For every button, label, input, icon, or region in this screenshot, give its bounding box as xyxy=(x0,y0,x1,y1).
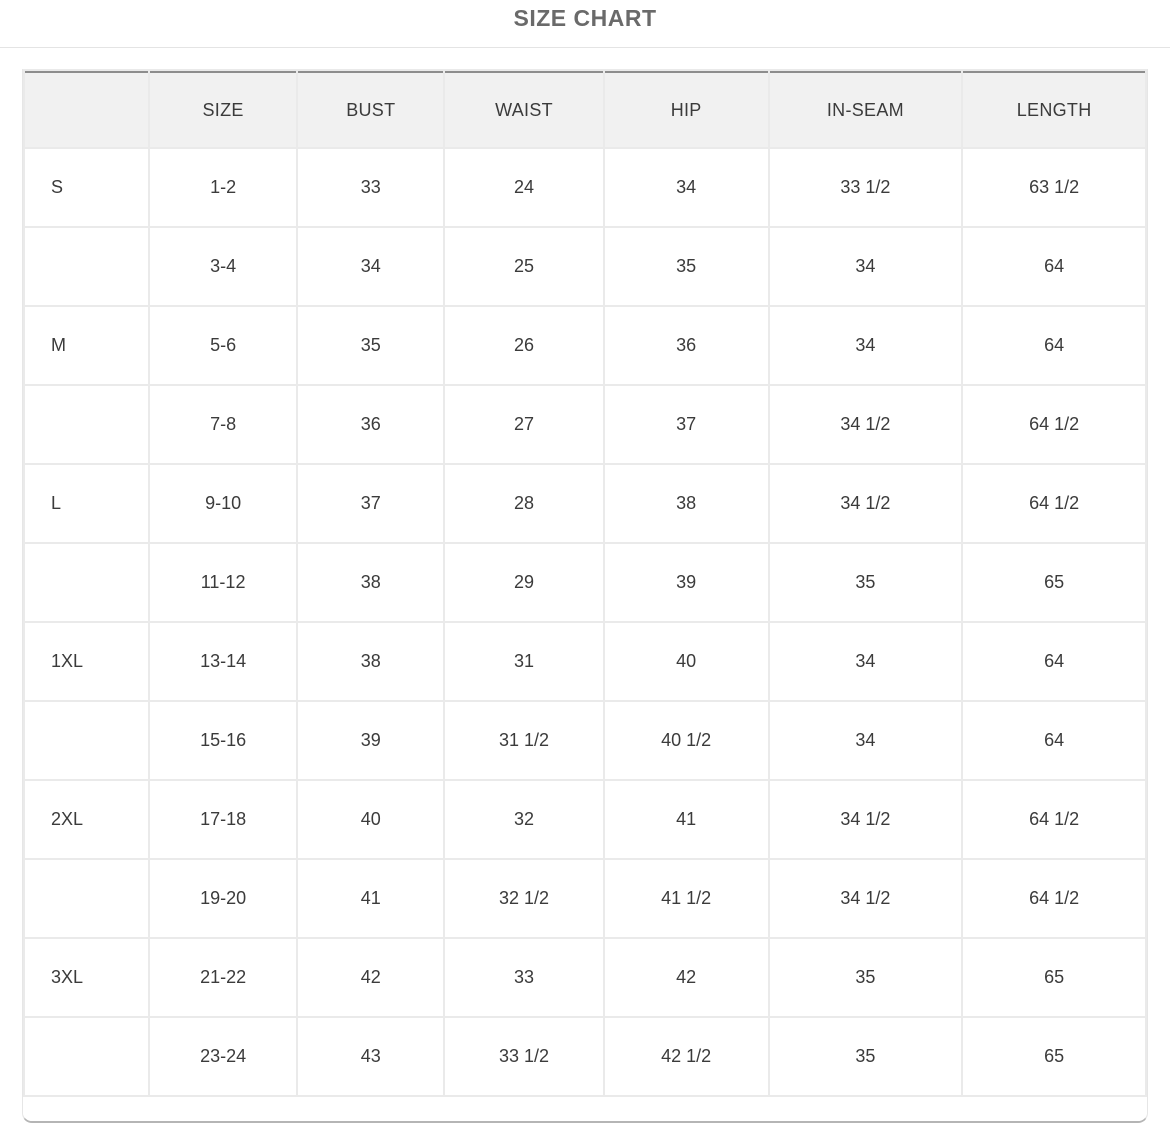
data-cell: 34 xyxy=(770,623,962,700)
data-cell: 64 xyxy=(963,228,1145,305)
data-cell: 64 xyxy=(963,623,1145,700)
row-label-cell xyxy=(25,386,148,463)
page-title: SIZE CHART xyxy=(513,5,657,31)
row-label-cell xyxy=(25,228,148,305)
data-cell: 64 1/2 xyxy=(963,465,1145,542)
data-cell: 15-16 xyxy=(150,702,296,779)
data-cell: 28 xyxy=(445,465,602,542)
table-row xyxy=(25,702,1145,779)
data-cell: 34 xyxy=(770,307,962,384)
data-cell: 35 xyxy=(770,544,962,621)
column-header-waist: WAIST xyxy=(445,71,602,147)
table-row xyxy=(25,860,1145,937)
header-row xyxy=(25,71,1145,147)
data-cell: 29 xyxy=(445,544,602,621)
row-label-cell xyxy=(25,1018,148,1095)
table-row xyxy=(25,939,1145,1016)
data-cell: 33 xyxy=(445,939,602,1016)
data-cell: 21-22 xyxy=(150,939,296,1016)
data-cell: 31 xyxy=(445,623,602,700)
table-row xyxy=(25,1018,1145,1095)
data-cell: 65 xyxy=(963,1018,1145,1095)
data-cell: 33 xyxy=(298,149,443,226)
title-bar xyxy=(0,0,1170,48)
row-label-cell xyxy=(25,544,148,621)
data-cell: 64 xyxy=(963,702,1145,779)
data-cell: 38 xyxy=(298,623,443,700)
data-cell: 34 1/2 xyxy=(770,860,962,937)
row-label-cell xyxy=(25,702,148,779)
data-cell: 34 1/2 xyxy=(770,781,962,858)
size-chart-table-container xyxy=(22,69,1148,1123)
data-cell: 39 xyxy=(605,544,768,621)
data-cell: 64 xyxy=(963,307,1145,384)
data-cell: 13-14 xyxy=(150,623,296,700)
data-cell: 36 xyxy=(298,386,443,463)
data-cell: 39 xyxy=(298,702,443,779)
data-cell: 42 1/2 xyxy=(605,1018,768,1095)
row-label-cell: 3XL xyxy=(25,939,148,1016)
column-header-inseam: IN-SEAM xyxy=(770,71,962,147)
data-cell: 7-8 xyxy=(150,386,296,463)
data-cell: 24 xyxy=(445,149,602,226)
data-cell: 9-10 xyxy=(150,465,296,542)
data-cell: 40 xyxy=(298,781,443,858)
data-cell: 40 1/2 xyxy=(605,702,768,779)
data-cell: 65 xyxy=(963,939,1145,1016)
data-cell: 17-18 xyxy=(150,781,296,858)
data-cell: 64 1/2 xyxy=(963,386,1145,463)
data-cell: 64 1/2 xyxy=(963,860,1145,937)
data-cell: 42 xyxy=(298,939,443,1016)
data-cell: 19-20 xyxy=(150,860,296,937)
row-label-cell: 1XL xyxy=(25,623,148,700)
data-cell: 35 xyxy=(605,228,768,305)
table-row xyxy=(25,544,1145,621)
row-label-cell xyxy=(25,860,148,937)
data-cell: 27 xyxy=(445,386,602,463)
data-cell: 35 xyxy=(770,1018,962,1095)
data-cell: 38 xyxy=(298,544,443,621)
column-header-hip: HIP xyxy=(605,71,768,147)
data-cell: 64 1/2 xyxy=(963,781,1145,858)
data-cell: 35 xyxy=(770,939,962,1016)
data-cell: 34 1/2 xyxy=(770,386,962,463)
data-cell: 41 xyxy=(298,860,443,937)
data-cell: 34 1/2 xyxy=(770,465,962,542)
data-cell: 34 xyxy=(770,702,962,779)
table-row xyxy=(25,465,1145,542)
row-label-cell: L xyxy=(25,465,148,542)
data-cell: 3-4 xyxy=(150,228,296,305)
column-header-bust: BUST xyxy=(298,71,443,147)
data-cell: 33 1/2 xyxy=(770,149,962,226)
data-cell: 35 xyxy=(298,307,443,384)
column-header-length: LENGTH xyxy=(963,71,1145,147)
data-cell: 11-12 xyxy=(150,544,296,621)
data-cell: 25 xyxy=(445,228,602,305)
table-row xyxy=(25,307,1145,384)
table-row xyxy=(25,149,1145,226)
data-cell: 41 xyxy=(605,781,768,858)
data-cell: 42 xyxy=(605,939,768,1016)
data-cell: 36 xyxy=(605,307,768,384)
data-cell: 37 xyxy=(298,465,443,542)
data-cell: 63 1/2 xyxy=(963,149,1145,226)
table-row xyxy=(25,386,1145,463)
row-label-cell: 2XL xyxy=(25,781,148,858)
table-row xyxy=(25,228,1145,305)
table-row xyxy=(25,781,1145,858)
column-header-blank xyxy=(25,71,148,147)
data-cell: 34 xyxy=(605,149,768,226)
data-cell: 32 xyxy=(445,781,602,858)
size-chart-table xyxy=(23,69,1147,1097)
data-cell: 32 1/2 xyxy=(445,860,602,937)
data-cell: 65 xyxy=(963,544,1145,621)
data-cell: 33 1/2 xyxy=(445,1018,602,1095)
data-cell: 1-2 xyxy=(150,149,296,226)
data-cell: 5-6 xyxy=(150,307,296,384)
data-cell: 40 xyxy=(605,623,768,700)
row-label-cell: S xyxy=(25,149,148,226)
data-cell: 26 xyxy=(445,307,602,384)
data-cell: 34 xyxy=(298,228,443,305)
data-cell: 23-24 xyxy=(150,1018,296,1095)
data-cell: 34 xyxy=(770,228,962,305)
data-cell: 37 xyxy=(605,386,768,463)
row-label-cell: M xyxy=(25,307,148,384)
column-header-size: SIZE xyxy=(150,71,296,147)
table-row xyxy=(25,623,1145,700)
data-cell: 38 xyxy=(605,465,768,542)
data-cell: 31 1/2 xyxy=(445,702,602,779)
data-cell: 41 1/2 xyxy=(605,860,768,937)
table-footer-strip xyxy=(23,1097,1147,1121)
data-cell: 43 xyxy=(298,1018,443,1095)
